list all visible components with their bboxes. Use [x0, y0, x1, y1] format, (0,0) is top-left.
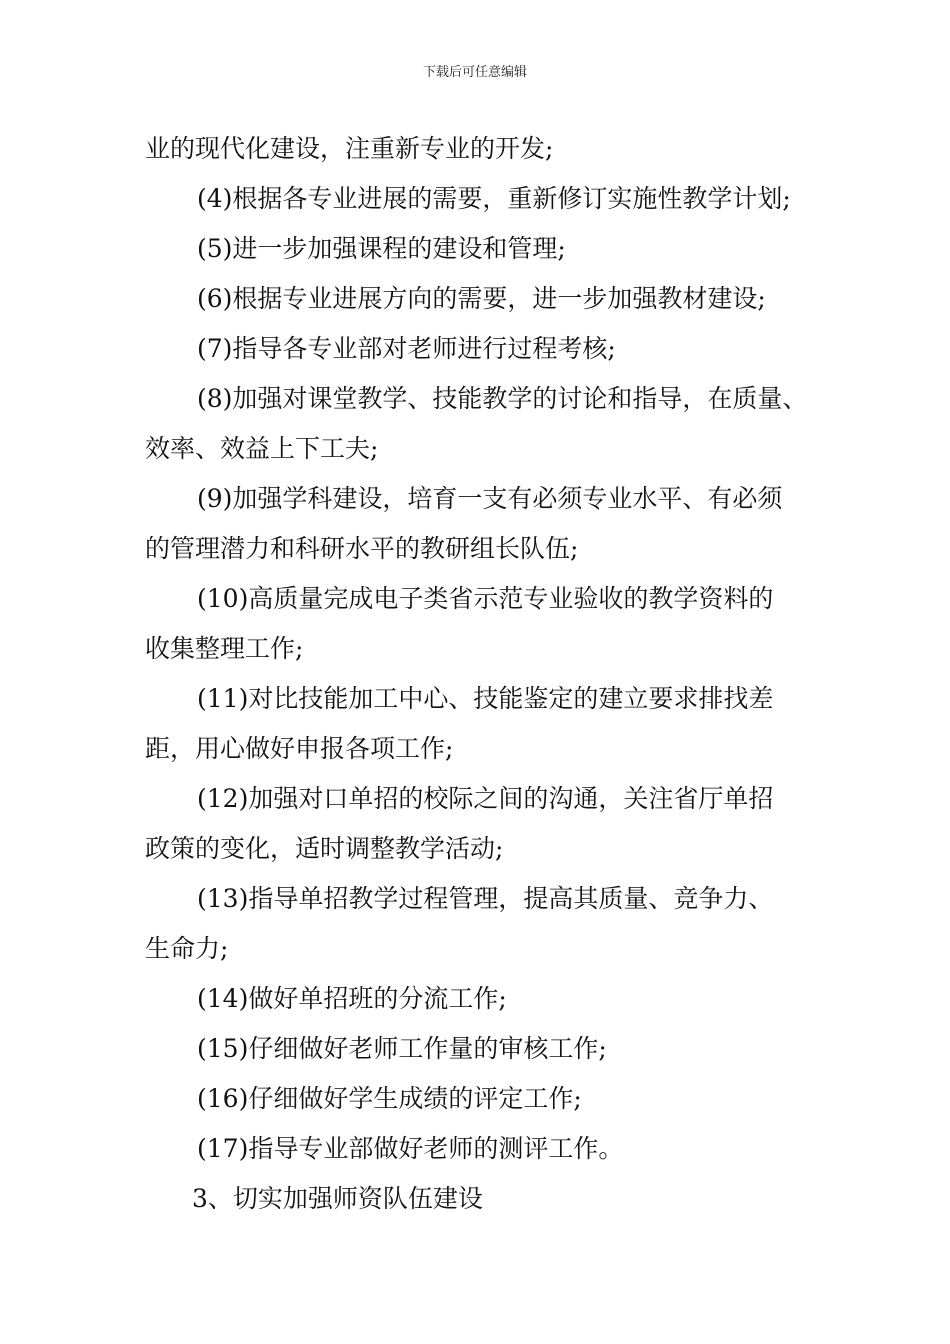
page-header: 下载后可任意编辑 [422, 65, 527, 80]
list-item-9-continued: 的管理潜力和科研水平的教研组长队伍; [145, 534, 579, 563]
list-item-7: (7)指导各专业部对老师进行过程考核; [197, 334, 616, 363]
list-item-11: (11)对比技能加工中心、技能鉴定的建立要求排找差 [197, 684, 774, 713]
list-item-16: (16)仔细做好学生成绩的评定工作; [197, 1084, 582, 1113]
list-item-13: (13)指导单招教学过程管理，提高其质量、竞争力、 [197, 884, 774, 913]
paragraph-line: 业的现代化建设，注重新专业的开发; [145, 134, 554, 163]
list-item-12-continued: 政策的变化，适时调整教学活动; [145, 834, 504, 863]
list-item-8: (8)加强对课堂教学、技能教学的讨论和指导，在质量、 [197, 384, 808, 413]
list-item-11-continued: 距，用心做好申报各项工作; [145, 734, 454, 763]
list-item-13-continued: 生命力; [145, 934, 229, 963]
list-item-15: (15)仔细做好老师工作量的审核工作; [197, 1034, 607, 1063]
list-item-17: (17)指导专业部做好老师的测评工作。 [197, 1134, 624, 1163]
list-item-10-continued: 收集整理工作; [145, 634, 304, 663]
list-item-12: (12)加强对口单招的校际之间的沟通，关注省厅单招 [197, 784, 774, 813]
list-item-6: (6)根据专业进展方向的需要，进一步加强教材建设; [197, 284, 766, 313]
list-item-8-continued: 效率、效益上下工夫; [145, 434, 379, 463]
list-item-14: (14)做好单招班的分流工作; [197, 984, 507, 1013]
document-body [145, 124, 825, 1224]
list-item-10: (10)高质量完成电子类省示范专业验收的教学资料的 [197, 584, 774, 613]
list-item-5: (5)进一步加强课程的建设和管理; [197, 234, 566, 263]
list-item-9: (9)加强学科建设，培育一支有必须专业水平、有必须 [197, 484, 783, 513]
list-item-4: (4)根据各专业进展的需要，重新修订实施性教学计划; [197, 184, 791, 213]
section-heading: 3、切实加强师资队伍建设 [192, 1184, 483, 1213]
